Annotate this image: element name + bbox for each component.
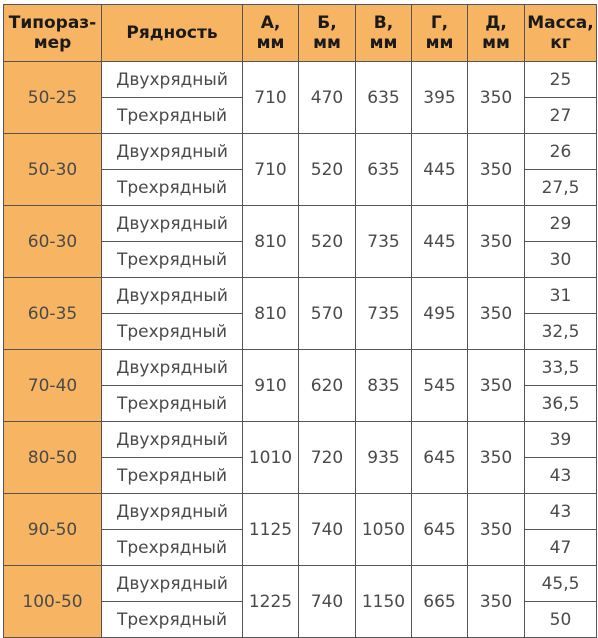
row-type-cell: Трехрядный: [102, 314, 243, 350]
dim-b-cell: 720: [299, 422, 356, 494]
mass-cell: 47: [525, 530, 597, 566]
mass-cell: 45,5: [525, 566, 597, 602]
dim-v-cell: 735: [356, 278, 412, 350]
dim-b-cell: 740: [299, 494, 356, 566]
dim-d-cell: 350: [468, 350, 525, 422]
mass-cell: 50: [525, 602, 597, 638]
size-cell: 90-50: [4, 494, 102, 566]
dim-a-cell: 710: [243, 134, 299, 206]
header-mass: Масса, кг: [525, 5, 597, 62]
dim-g-cell: 645: [412, 422, 468, 494]
row-type-cell: Трехрядный: [102, 242, 243, 278]
spec-table: [3, 4, 597, 638]
dim-v-cell: 935: [356, 422, 412, 494]
table-row: [4, 350, 597, 386]
row-type-cell: Двухрядный: [102, 350, 243, 386]
mass-cell: 43: [525, 458, 597, 494]
row-type-cell: Двухрядный: [102, 278, 243, 314]
dim-g-cell: 665: [412, 566, 468, 638]
dim-d-cell: 350: [468, 422, 525, 494]
table-row: [4, 206, 597, 242]
mass-cell: 27: [525, 98, 597, 134]
table-row: [4, 62, 597, 98]
mass-cell: 32,5: [525, 314, 597, 350]
row-type-cell: Двухрядный: [102, 134, 243, 170]
size-cell: 50-30: [4, 134, 102, 206]
row-type-cell: Трехрядный: [102, 458, 243, 494]
dim-d-cell: 350: [468, 494, 525, 566]
dim-g-cell: 395: [412, 62, 468, 134]
dim-g-cell: 645: [412, 494, 468, 566]
dim-a-cell: 910: [243, 350, 299, 422]
row-type-cell: Трехрядный: [102, 602, 243, 638]
table-row: [4, 134, 597, 170]
table-row: [4, 278, 597, 314]
dim-v-cell: 835: [356, 350, 412, 422]
dim-g-cell: 545: [412, 350, 468, 422]
size-cell: 60-30: [4, 206, 102, 278]
header-row: [4, 5, 597, 62]
row-type-cell: Трехрядный: [102, 386, 243, 422]
dim-b-cell: 520: [299, 134, 356, 206]
table-row: [4, 422, 597, 458]
dim-d-cell: 350: [468, 62, 525, 134]
row-type-cell: Двухрядный: [102, 422, 243, 458]
mass-cell: 33,5: [525, 350, 597, 386]
header-a: А, мм: [243, 5, 299, 62]
row-type-cell: Трехрядный: [102, 98, 243, 134]
dim-b-cell: 620: [299, 350, 356, 422]
header-d: Д, мм: [468, 5, 525, 62]
size-cell: 60-35: [4, 278, 102, 350]
dim-a-cell: 1125: [243, 494, 299, 566]
dim-a-cell: 1225: [243, 566, 299, 638]
dim-b-cell: 740: [299, 566, 356, 638]
dim-b-cell: 470: [299, 62, 356, 134]
dim-v-cell: 735: [356, 206, 412, 278]
row-type-cell: Двухрядный: [102, 62, 243, 98]
size-cell: 50-25: [4, 62, 102, 134]
dim-g-cell: 445: [412, 134, 468, 206]
table-row: [4, 494, 597, 530]
header-v: В, мм: [356, 5, 412, 62]
dim-v-cell: 635: [356, 134, 412, 206]
mass-cell: 31: [525, 278, 597, 314]
table-row: [4, 566, 597, 602]
row-type-cell: Трехрядный: [102, 530, 243, 566]
dim-b-cell: 520: [299, 206, 356, 278]
mass-cell: 25: [525, 62, 597, 98]
header-type: Рядность: [102, 5, 243, 62]
mass-cell: 36,5: [525, 386, 597, 422]
mass-cell: 27,5: [525, 170, 597, 206]
dim-d-cell: 350: [468, 134, 525, 206]
mass-cell: 26: [525, 134, 597, 170]
dim-v-cell: 1150: [356, 566, 412, 638]
dim-b-cell: 570: [299, 278, 356, 350]
row-type-cell: Двухрядный: [102, 494, 243, 530]
mass-cell: 29: [525, 206, 597, 242]
size-cell: 100-50: [4, 566, 102, 638]
row-type-cell: Двухрядный: [102, 566, 243, 602]
dim-d-cell: 350: [468, 278, 525, 350]
size-cell: 70-40: [4, 350, 102, 422]
dim-g-cell: 445: [412, 206, 468, 278]
mass-cell: 39: [525, 422, 597, 458]
dim-d-cell: 350: [468, 566, 525, 638]
header-b: Б, мм: [299, 5, 356, 62]
size-cell: 80-50: [4, 422, 102, 494]
dim-a-cell: 1010: [243, 422, 299, 494]
mass-cell: 30: [525, 242, 597, 278]
dim-v-cell: 635: [356, 62, 412, 134]
dim-a-cell: 810: [243, 278, 299, 350]
header-g: Г, мм: [412, 5, 468, 62]
row-type-cell: Трехрядный: [102, 170, 243, 206]
header-size: Типораз- мер: [4, 5, 102, 62]
dim-d-cell: 350: [468, 206, 525, 278]
dim-a-cell: 810: [243, 206, 299, 278]
mass-cell: 43: [525, 494, 597, 530]
dim-v-cell: 1050: [356, 494, 412, 566]
dim-a-cell: 710: [243, 62, 299, 134]
dim-g-cell: 495: [412, 278, 468, 350]
row-type-cell: Двухрядный: [102, 206, 243, 242]
